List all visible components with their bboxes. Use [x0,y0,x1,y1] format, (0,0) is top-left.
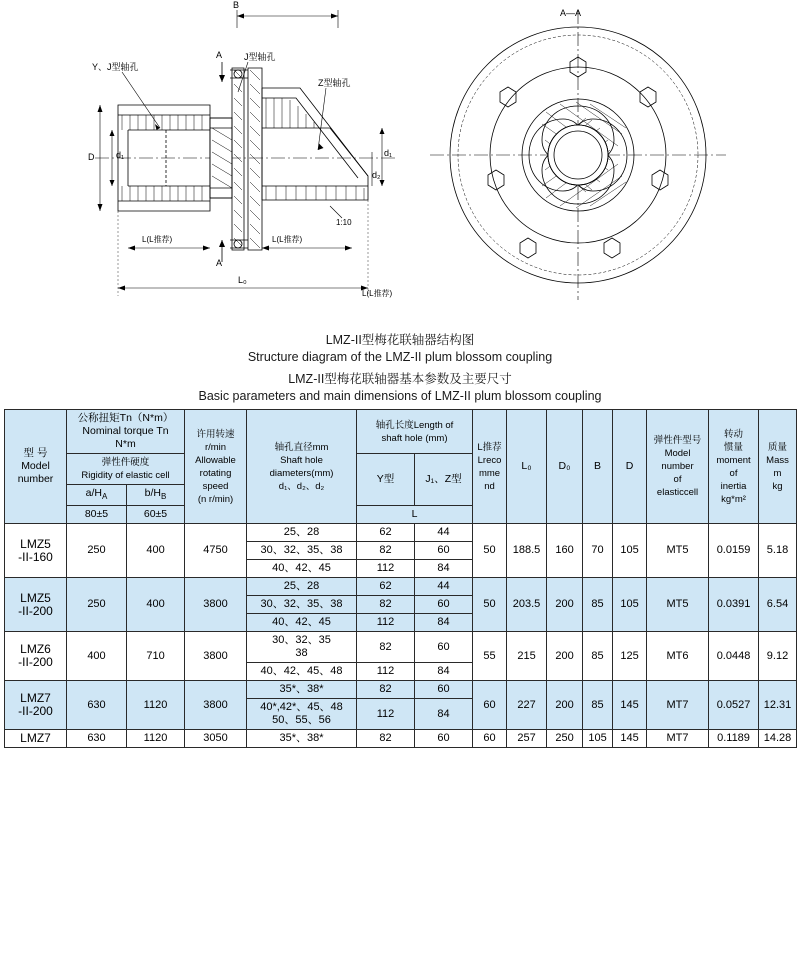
cell-mass: 5.18 [759,524,797,578]
header-mass-en2: m [773,467,782,479]
dim-label-L-left: L(L推荐) [142,235,173,244]
table-row [5,524,797,542]
spec-table-wrap [0,409,800,748]
header-inertia-en4: kg*m² [721,493,746,505]
header-speed-cn2: r/min [204,441,227,453]
header-len-en: shaft hole (mm) [381,432,448,444]
table-header-row-1 [5,410,797,454]
dim-label-D: D [88,152,95,162]
cell-shaft-diameter: 40、42、45 [247,614,357,632]
header-rigidity-en: Rigidity of elastic cell [81,470,170,481]
cell-mass: 9.12 [759,632,797,681]
label-taper: 1:10 [336,218,352,227]
cell-model [5,681,67,730]
cell-D0: 200 [547,578,583,632]
table-row [5,681,797,699]
cell-speed: 3800 [185,578,247,632]
header-elastic-en4: elasticcell [656,487,699,499]
header-hb-text: b/H [144,487,161,499]
table-row [5,578,797,596]
header-inertia-en3: inertia [720,480,747,492]
cell-torque-a: 630 [67,681,127,730]
cell-shaft-diameter: 40、42、45、48 [247,663,357,681]
model-line1: LMZ5 [20,590,51,605]
model-line2: -II-160 [18,549,53,564]
header-L: L [357,506,473,524]
cell-length-y: 82 [357,681,415,699]
label-section-a-bottom: A [216,258,223,268]
header-inertia-cn1: 转动 [724,428,744,440]
cell-speed: 3800 [185,681,247,730]
header-model-cn: 型 号 [23,447,48,460]
header-inertia [709,410,759,524]
cell-speed: 3800 [185,632,247,681]
technical-drawing [0,0,800,330]
cell-length-jz: 60 [415,542,473,560]
caption-title-en: Structure diagram of the LMZ-II plum blossom coupling [247,350,553,364]
label-section-a-top: A [216,50,223,60]
cell-length-jz: 84 [415,560,473,578]
cell-length-y: 82 [357,596,415,614]
header-mass-en1: Mass [766,454,789,466]
dim-label-L0: L₀ [238,275,247,285]
cell-length-jz: 84 [415,699,473,730]
cell-length-y: 62 [357,578,415,596]
cell-length-y: 112 [357,699,415,730]
cell-torque-a: 250 [67,578,127,632]
cell-shaft-diameter: 25、28 [247,578,357,596]
dim-label-d1-left: d₁ [116,150,125,160]
cell-L0: 257 [507,730,547,748]
header-lrec-en2: mme [478,467,501,479]
cell-length-jz: 84 [415,614,473,632]
cell-B: 85 [583,681,613,730]
cell-inertia: 0.0391 [709,578,759,632]
header-ha [67,485,127,506]
caption-subtitle-en: Basic parameters and main dimensions of LMZ-II plum blossom coupling [198,389,602,403]
header-lrec-en3: nd [484,480,495,492]
header-speed-en1: Allowable [195,454,236,466]
cell-L0: 227 [507,681,547,730]
cell-lrec: 50 [473,578,507,632]
dim-label-L-rec: L(L推荐) [362,289,393,298]
cell-B: 105 [583,730,613,748]
cell-length-jz: 44 [415,578,473,596]
cell-length-y: 112 [357,614,415,632]
cell-shaft-diameter: 30、32、35、38 [247,596,357,614]
model-line1: LMZ7 [20,691,51,706]
cell-shaft-diameter: 25、28 [247,524,357,542]
header-shaft-length [357,410,473,454]
dim-label-B: B [233,0,240,10]
cell-shaft-diameter: 30、32、35、38 [247,542,357,560]
cell-inertia: 0.0448 [709,632,759,681]
header-rigidity [67,454,185,485]
header-torque-group [67,410,185,454]
cell-speed: 3050 [185,730,247,748]
cell-D0: 200 [547,681,583,730]
label-yj-hole: Y、J型轴孔 [92,62,139,72]
cell-elastic-model: MT7 [647,681,709,730]
dim-label-L-right: L(L推荐) [272,235,303,244]
label-z-hole: Z型轴孔 [318,78,351,88]
header-hb-value: 60±5 [127,506,185,524]
model-line1: LMZ6 [20,642,51,657]
cell-L0: 215 [507,632,547,681]
cell-length-y: 112 [357,560,415,578]
cell-length-y: 62 [357,524,415,542]
cell-length-y: 82 [357,632,415,663]
model-line1: LMZ5 [20,536,51,551]
caption-subtitle-cn: LMZ-II型梅花联轴器基本参数及主要尺寸 [288,372,512,386]
table-row [5,730,797,748]
cell-torque-b: 710 [127,632,185,681]
model-line1: LMZ7 [20,731,51,746]
header-speed-en2: rotating [199,467,232,479]
header-hb [127,485,185,506]
header-ha-text: a/H [85,487,102,499]
cell-D: 105 [613,524,647,578]
cell-D: 105 [613,578,647,632]
cell-shaft-diameter: 35*、38* [247,730,357,748]
header-elastic-en2: number [661,461,694,473]
cell-lrec: 50 [473,524,507,578]
cell-lrec: 60 [473,681,507,730]
cell-lrec: 55 [473,632,507,681]
cell-speed: 4750 [185,524,247,578]
cell-torque-b: 400 [127,524,185,578]
header-torque-cn: 公称扭矩Tn（N*m） [77,412,174,424]
spec-table [4,409,797,748]
cell-L0: 203.5 [507,578,547,632]
cell-model [5,730,67,748]
cell-B: 85 [583,578,613,632]
cell-D0: 160 [547,524,583,578]
header-ha-value: 80±5 [67,506,127,524]
header-dia-en1: Shaft hole [280,454,323,466]
cell-inertia: 0.1189 [709,730,759,748]
cell-shaft-diameter: 40、42、45 [247,560,357,578]
cell-torque-b: 400 [127,578,185,632]
header-mass-cn: 质量 [768,441,788,453]
header-speed-en3: speed [202,480,229,492]
header-shaft-diameter [247,410,357,524]
cell-model [5,524,67,578]
cell-D0: 250 [547,730,583,748]
header-L0: L₀ [507,410,547,524]
header-lrec-en1: Lreco [477,454,502,466]
header-elastic-en1: Model [664,448,691,460]
cell-torque-a: 400 [67,632,127,681]
cell-D: 125 [613,632,647,681]
dim-label-d1-right: d₁ [384,148,393,158]
header-mass-en3: kg [772,480,783,492]
header-ha-sub: A [102,492,108,502]
cell-length-y: 82 [357,730,415,748]
header-inertia-en1: moment [716,454,751,466]
cell-mass: 14.28 [759,730,797,748]
cell-elastic-model: MT5 [647,578,709,632]
cell-length-jz: 60 [415,730,473,748]
cell-shaft-diameter: 30、32、35 38 [247,632,357,663]
header-lrec-cn: L推荐 [477,441,502,453]
header-rigidity-cn: 弹性件硬度 [101,457,150,468]
header-speed-cn1: 许用转速 [196,428,235,440]
cell-length-jz: 44 [415,524,473,542]
cell-B: 70 [583,524,613,578]
cell-mass: 6.54 [759,578,797,632]
label-j-hole: J型轴孔 [244,52,276,62]
cell-torque-a: 250 [67,524,127,578]
cell-mass: 12.31 [759,681,797,730]
header-model-en: Model number [17,460,54,486]
table-row [5,632,797,663]
header-y-type: Y型 [357,454,415,506]
model-line2: -II-200 [18,603,53,618]
cell-torque-b: 1120 [127,730,185,748]
cell-length-jz: 60 [415,681,473,699]
header-hb-sub: B [161,492,167,502]
dim-label-d2-right: d₂ [372,170,381,180]
header-inertia-en2: of [729,467,738,479]
table-body [5,524,797,748]
cell-shaft-diameter: 40*,42*、45、48 50、55、56 [247,699,357,730]
cell-length-y: 112 [357,663,415,681]
cell-shaft-diameter: 35*、38* [247,681,357,699]
header-inertia-cn2: 惯量 [724,441,744,453]
figure-captions [0,332,800,405]
cell-torque-a: 630 [67,730,127,748]
header-model [5,410,67,524]
label-section-aa: A—A [560,8,582,18]
cell-inertia: 0.0159 [709,524,759,578]
cell-model [5,632,67,681]
cell-elastic-model: MT5 [647,524,709,578]
model-line2: -II-200 [18,704,53,719]
cell-L0: 188.5 [507,524,547,578]
header-speed [185,410,247,524]
cell-D: 145 [613,681,647,730]
cell-length-jz: 60 [415,632,473,663]
header-elastic-en3: of [673,474,682,486]
cell-length-y: 82 [357,542,415,560]
header-D: D [613,410,647,524]
header-mass [759,410,797,524]
header-elastic-model [647,410,709,524]
cell-torque-b: 1120 [127,681,185,730]
drawing-svg [0,0,800,330]
header-dia-cn: 轴孔直径mm [274,441,329,453]
cell-B: 85 [583,632,613,681]
header-dia-en3: d₁、d₂、d₂ [278,480,325,492]
cell-elastic-model: MT6 [647,632,709,681]
cell-D: 145 [613,730,647,748]
header-len-cn: 轴孔长度Length of [375,419,454,431]
cell-D0: 200 [547,632,583,681]
cell-length-jz: 60 [415,596,473,614]
header-dia-en2: diameters(mm) [269,467,334,479]
cell-inertia: 0.0527 [709,681,759,730]
cell-model [5,578,67,632]
header-B: B [583,410,613,524]
model-line2: -II-200 [18,655,53,670]
header-torque-en2: N*m [115,438,136,450]
header-lrec [473,410,507,524]
header-elastic-cn: 弹性件型号 [653,435,702,447]
cell-length-jz: 84 [415,663,473,681]
caption-title-cn: LMZ-II型梅花联轴器结构图 [325,333,475,347]
header-D0: D₀ [547,410,583,524]
header-torque-en1: Nominal torque Tn [82,425,169,437]
header-jz-type: J₁、Z型 [415,454,473,506]
header-speed-en4: (n r/min) [197,493,234,505]
cell-elastic-model: MT7 [647,730,709,748]
cell-lrec: 60 [473,730,507,748]
